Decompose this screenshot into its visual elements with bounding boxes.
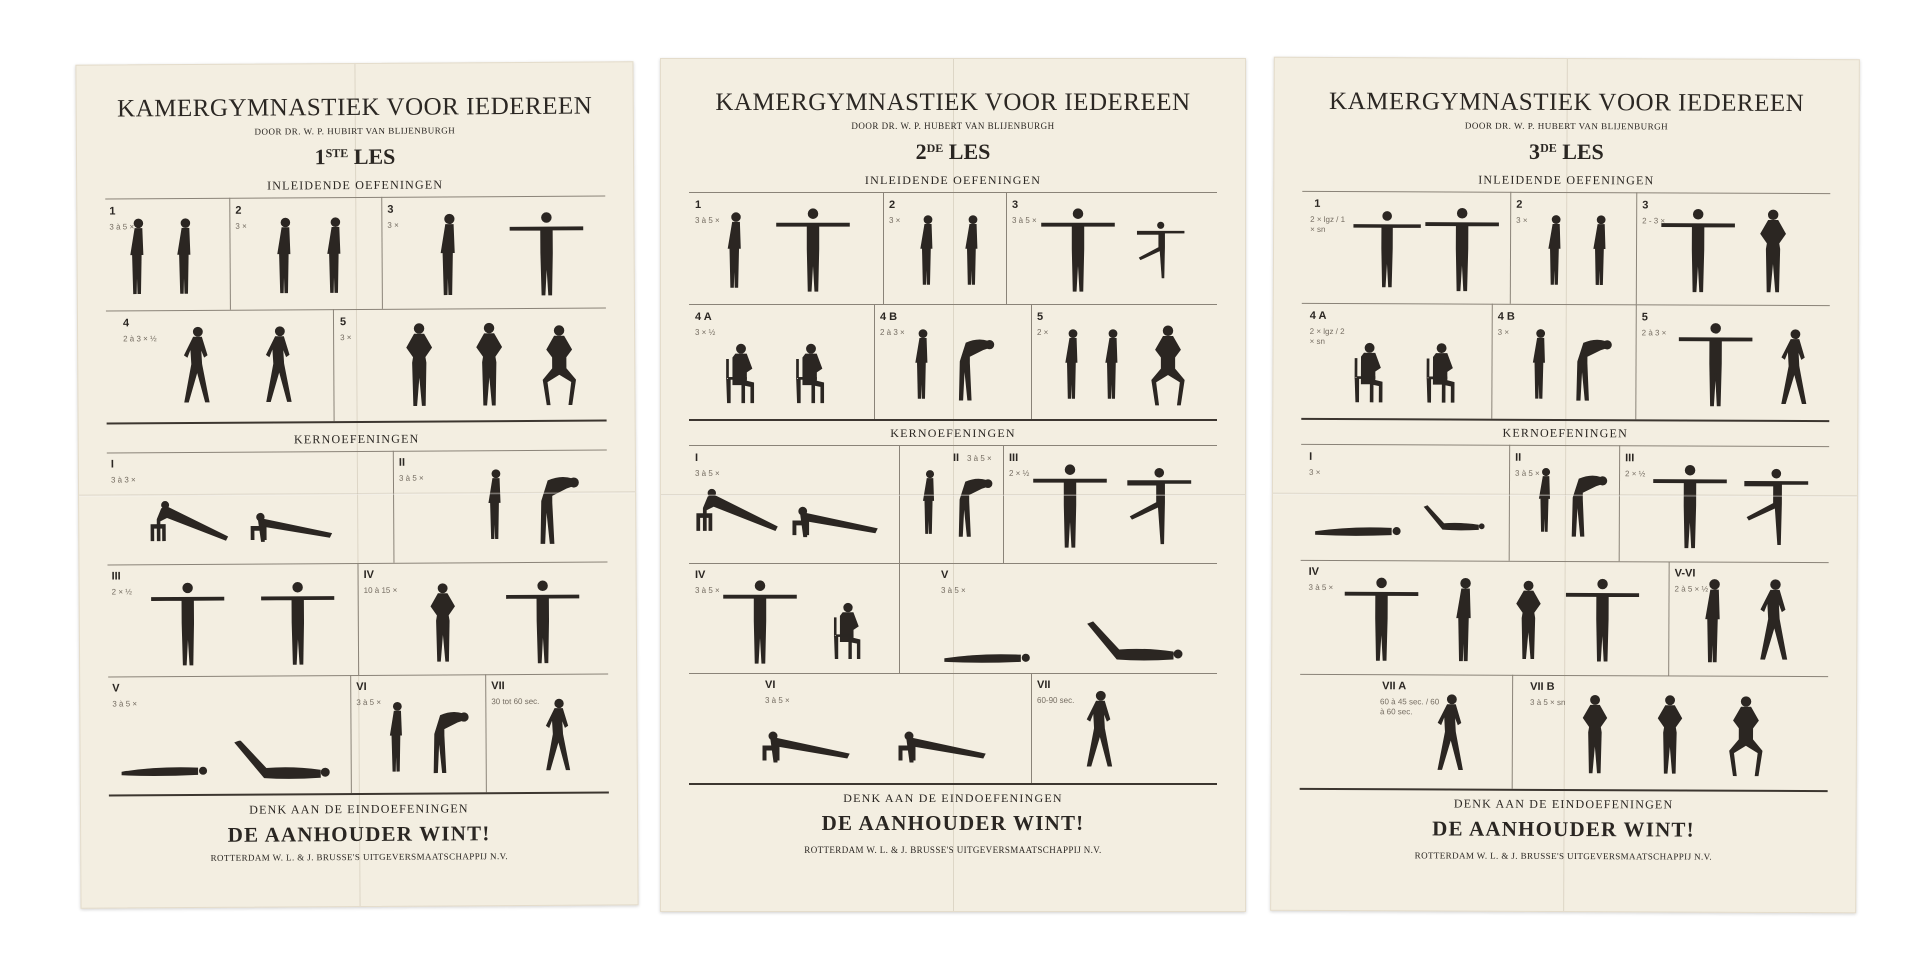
motto-text: DE AANHOUDER WINT! xyxy=(821,811,1085,835)
figure-balance-icon xyxy=(1743,464,1813,550)
exercise-note: 3 à 5 × xyxy=(695,586,720,595)
exercise-note: 2 × lgz / 2 × sn xyxy=(1309,326,1345,346)
figure-legs-raised-icon xyxy=(1423,498,1487,538)
divider xyxy=(106,307,606,311)
figure-lying-icon xyxy=(113,760,218,779)
divider xyxy=(689,419,1217,421)
figure-standing-icon xyxy=(1535,457,1557,543)
divider xyxy=(689,673,1217,674)
figure-legs-raised-icon xyxy=(1086,621,1186,663)
exercise-number: 4 B xyxy=(1497,310,1515,323)
figure-squatting-icon xyxy=(540,321,579,407)
figure-running-icon xyxy=(1432,690,1468,776)
exercise-note: 2 à 3 × ½ xyxy=(123,334,157,344)
divider xyxy=(108,673,608,677)
exercise-number: 2 xyxy=(889,199,896,211)
exercise-note: 30 tot 60 sec. xyxy=(491,696,540,707)
exercise-note: 3 × ½ xyxy=(695,328,716,337)
figure-standing-icon xyxy=(1101,321,1125,407)
figure-hands-on-hips-icon xyxy=(1577,691,1613,777)
divider xyxy=(1636,192,1637,304)
exercise-number: I xyxy=(1309,450,1313,463)
figure-bending-icon xyxy=(430,693,473,779)
exercise-number: VII A xyxy=(1382,680,1407,693)
exercise-note: 3 à 5 × sn xyxy=(1530,697,1566,708)
exercise-note: 3 × xyxy=(387,220,399,230)
exercise-note: 3 × xyxy=(1309,467,1321,477)
exercise-number: III xyxy=(111,570,121,583)
divider xyxy=(874,304,875,419)
divider xyxy=(485,674,487,792)
lesson-heading: 2DE LES xyxy=(915,139,991,164)
figure-squatting-icon xyxy=(1149,321,1187,407)
section-intro-heading: INLEIDENDE OEFENINGEN xyxy=(267,177,444,193)
figure-arms-out-icon xyxy=(1039,207,1117,293)
figure-running-icon xyxy=(540,693,575,779)
divider xyxy=(1300,674,1828,677)
divider xyxy=(1491,304,1493,419)
figure-arms-out-icon xyxy=(505,579,582,665)
exercise-number: 4 xyxy=(122,317,130,330)
figure-standing-icon xyxy=(916,207,940,293)
figure-bending-icon xyxy=(956,459,996,545)
exercise-note: 3 à 5 × xyxy=(356,697,382,708)
divider xyxy=(689,445,1217,446)
exercise-number: 5 xyxy=(1641,311,1648,324)
figure-hands-on-head-icon xyxy=(1754,208,1792,294)
exercise-note: 60-90 sec. xyxy=(1037,696,1075,705)
exercise-note: 3 × xyxy=(235,221,247,231)
figure-standing-icon xyxy=(435,211,464,297)
section-intro-heading: INLEIDENDE OEFENINGEN xyxy=(1478,172,1655,188)
poster-title: KAMERGYMNASTIEK VOOR IEDEREEN xyxy=(715,89,1191,116)
reminder-text: DENK AAN DE EINDOEFENINGEN xyxy=(1453,796,1674,812)
figure-arms-raised-icon xyxy=(1448,576,1482,662)
exercise-note: 3 × xyxy=(889,216,901,225)
exercise-note: 3 × xyxy=(340,333,352,343)
divider xyxy=(1301,560,1829,563)
divider xyxy=(393,451,395,563)
exercise-number: VI xyxy=(356,680,367,694)
exercise-number: III xyxy=(1625,452,1635,465)
poster-author: DOOR DR. W. P. HUBERT VAN BLIJENBURGH xyxy=(1464,120,1669,132)
exercise-number: IV xyxy=(363,568,374,581)
exercise-note: 3 à 5 × xyxy=(941,586,966,595)
figure-chair-pushup-icon xyxy=(761,724,851,764)
figure-standing-icon xyxy=(172,213,199,299)
figure-balance-icon xyxy=(1126,463,1196,549)
exercise-note: 3 à 5 × xyxy=(112,699,138,709)
exercise-number: IV xyxy=(695,569,706,581)
lesson-heading: 3DE LES xyxy=(1529,138,1604,165)
figure-hands-on-hips-icon xyxy=(1652,691,1688,777)
divider xyxy=(357,563,359,675)
exercise-note: 3 à 5 × xyxy=(1515,468,1540,478)
figure-arms-out-icon xyxy=(1675,321,1755,407)
divider xyxy=(1512,675,1513,789)
figure-arms-out-icon xyxy=(1342,576,1420,662)
exercise-note: 2 × ½ xyxy=(111,587,132,597)
figure-pushup-icon xyxy=(149,495,229,545)
figure-arms-out-icon xyxy=(1031,463,1109,549)
exercise-number: 4 A xyxy=(1309,309,1327,322)
section-intro-heading: INLEIDENDE OEFENINGEN xyxy=(864,173,1042,187)
reminder-text: DENK AAN DE EINDOEFENINGEN xyxy=(249,801,469,817)
exercise-number: VII xyxy=(491,680,505,693)
figure-bending-icon xyxy=(1573,321,1615,407)
poster-title: KAMERGYMNASTIEK VOOR IEDEREEN xyxy=(117,92,593,123)
figure-hands-on-hips-icon xyxy=(400,322,439,408)
figure-arms-out-icon xyxy=(260,580,337,666)
divider xyxy=(883,192,884,304)
figure-lying-icon xyxy=(933,647,1043,665)
divider xyxy=(1302,303,1830,306)
divider xyxy=(1300,788,1828,792)
exercise-note: 60 à 45 sec. / 60 à 60 sec. xyxy=(1379,697,1440,717)
figure-standing-icon xyxy=(385,694,410,780)
figure-running-icon xyxy=(1081,687,1117,773)
exercise-note: 3 à 5 × xyxy=(398,473,424,483)
exercise-number: 4 B xyxy=(880,311,898,323)
figure-arms-out-icon xyxy=(1651,463,1729,549)
figure-standing-icon xyxy=(484,461,509,547)
divider xyxy=(1509,445,1511,561)
figure-standing-icon xyxy=(1589,207,1613,293)
publisher-text: ROTTERDAM W. L. & J. BRUSSE'S UITGEVERSMAATSCHAPPIJ N.V. xyxy=(1414,850,1713,862)
divider xyxy=(381,197,383,309)
exercise-number: II xyxy=(1515,451,1522,464)
figure-plank-icon xyxy=(791,499,879,539)
exercise-number: II xyxy=(398,456,406,469)
divider xyxy=(1302,191,1830,194)
publisher-text: ROTTERDAM W. L. & J. BRUSSE'S UITGEVERSMAATSCHAPPIJ N.V. xyxy=(804,845,1102,855)
divider xyxy=(1510,192,1511,304)
figure-knee-raise-icon xyxy=(1773,328,1813,408)
figure-pushup-icon xyxy=(695,484,779,534)
poster-author: DOOR DR. W. P. HUBIRT VAN BLIJENBURGH xyxy=(254,125,456,137)
exercise-note: 2 à 3 × xyxy=(880,328,905,337)
exercise-number: III xyxy=(1009,452,1019,464)
divider xyxy=(107,419,607,424)
figure-seated-arms-out-icon xyxy=(721,579,799,665)
divider xyxy=(1668,561,1669,675)
poster-title: KAMERGYMNASTIEK VOOR IEDEREEN xyxy=(1329,87,1805,118)
figure-standing-icon xyxy=(919,459,941,545)
divider xyxy=(689,304,1217,305)
exercise-note: 2 × xyxy=(1037,328,1049,337)
poster-lesson-2 xyxy=(660,58,1246,912)
exercise-note: 3 × xyxy=(1497,327,1510,337)
exercise-number: I xyxy=(695,452,699,464)
exercise-note: 2 - 3 × xyxy=(1642,216,1666,226)
figure-seated-chair-icon xyxy=(831,579,865,665)
exercise-number: V xyxy=(112,682,120,695)
figure-seated-chair-icon xyxy=(793,321,829,407)
divider xyxy=(229,198,231,310)
divider xyxy=(899,445,900,563)
divider xyxy=(1301,444,1829,447)
publisher-text: ROTTERDAM W. L. & J. BRUSSE'S UITGEVERSMAATSCHAPPIJ N.V. xyxy=(210,851,509,863)
figure-arms-out-icon xyxy=(1659,207,1737,293)
figure-seated-chair-icon xyxy=(1351,320,1387,406)
divider xyxy=(689,783,1217,785)
divider xyxy=(1301,418,1829,422)
exercise-number: VII xyxy=(1037,679,1051,691)
exercise-note: 3 à 5 × xyxy=(695,469,720,478)
divider xyxy=(350,675,352,793)
exercise-number: I xyxy=(110,458,114,471)
exercise-number: IV xyxy=(1308,565,1320,578)
figure-arm-raised-icon xyxy=(1136,207,1188,293)
divider xyxy=(1003,445,1004,563)
figure-standing-icon xyxy=(272,212,299,298)
figure-arms-out-icon xyxy=(1352,206,1422,292)
figure-arms-out-icon xyxy=(150,581,227,667)
exercise-number: 1 xyxy=(109,205,116,218)
figure-standing-icon xyxy=(1061,321,1085,407)
exercise-note: 10 à 15 × xyxy=(363,585,398,595)
section-core-heading: KERNOEFENINGEN xyxy=(890,426,1016,440)
figure-standing-icon xyxy=(125,213,152,299)
exercise-note: 3 à 5 × xyxy=(109,222,135,232)
exercise-note: 2 × lgz / 1 × sn xyxy=(1310,214,1346,234)
figure-standing-icon xyxy=(723,207,749,293)
divider xyxy=(1031,304,1032,419)
section-core-heading: KERNOEFENINGEN xyxy=(293,431,420,447)
figure-hands-on-hips-icon xyxy=(470,321,509,407)
poster-lesson-3 xyxy=(1270,57,1860,914)
figure-hands-on-hips-icon xyxy=(425,579,462,665)
exercise-note: 3 × xyxy=(1516,215,1528,225)
exercise-note: 2 à 5 × ½ xyxy=(1674,584,1709,594)
reminder-text: DENK AAN DE EINDOEFENINGEN xyxy=(843,791,1063,805)
exercise-number: 4 A xyxy=(695,311,712,323)
exercise-number: V xyxy=(941,569,949,581)
divider xyxy=(689,563,1217,564)
figure-standing-icon xyxy=(1528,321,1552,407)
figure-lying-icon xyxy=(1309,520,1409,538)
exercise-note: 3 à 5 × xyxy=(967,454,992,463)
figure-standing-icon xyxy=(911,321,935,407)
exercise-note: 3 à 5 × xyxy=(1308,582,1334,592)
motto-text: DE AANHOUDER WINT! xyxy=(227,821,491,847)
figure-seated-chair-icon xyxy=(1423,320,1459,406)
figure-plank-icon xyxy=(249,504,333,545)
figure-chair-pushup-icon xyxy=(897,724,987,764)
divider xyxy=(1031,673,1032,783)
section-core-heading: KERNOEFENINGEN xyxy=(1502,425,1628,441)
figure-stepping-icon xyxy=(178,323,215,409)
figure-bending-icon xyxy=(956,321,998,407)
exercise-note: 3 à 5 × xyxy=(695,216,720,225)
divider xyxy=(899,563,900,673)
figure-hands-on-hips-icon xyxy=(1510,577,1546,663)
figure-standing-icon xyxy=(1544,207,1568,293)
exercise-number: II xyxy=(953,452,960,464)
exercise-note: 2 à 3 × xyxy=(1641,328,1667,338)
lesson-heading: 1STE LES xyxy=(314,143,396,170)
divider xyxy=(1006,192,1007,304)
exercise-number: 3 xyxy=(387,203,394,216)
exercise-number: 1 xyxy=(695,199,702,211)
poster-author: DOOR DR. W. P. HUBERT VAN BLIJENBURGH xyxy=(851,121,1055,131)
figure-arms-out-icon xyxy=(773,207,853,293)
exercise-number: 1 xyxy=(1314,197,1321,210)
divider xyxy=(1619,445,1621,561)
divider xyxy=(689,192,1217,193)
figure-bending-icon xyxy=(537,461,584,547)
divider xyxy=(333,309,335,421)
exercise-number: 3 xyxy=(1012,199,1019,211)
exercise-note: 3 à 5 × xyxy=(1012,216,1037,225)
figure-arms-out-icon xyxy=(1422,206,1502,292)
exercise-note: 2 × ½ xyxy=(1009,469,1030,478)
figure-legs-raised-icon xyxy=(231,740,336,781)
exercise-number: 2 xyxy=(1516,198,1523,211)
exercise-number: VI xyxy=(765,679,776,691)
exercise-number: VII B xyxy=(1530,680,1555,693)
exercise-note: 2 × ½ xyxy=(1625,469,1646,479)
exercise-number: 5 xyxy=(339,316,347,329)
figure-arms-out-icon xyxy=(1564,577,1640,663)
divider xyxy=(105,195,605,199)
figure-standing-icon xyxy=(322,212,349,298)
figure-side-bend-icon xyxy=(1752,578,1794,664)
exercise-number: 3 xyxy=(1642,199,1649,212)
poster-lesson-1 xyxy=(75,61,638,908)
exercise-number: 5 xyxy=(1037,311,1044,323)
figure-squatting-icon xyxy=(1727,692,1765,778)
divider xyxy=(109,791,609,796)
figure-bending-icon xyxy=(1569,457,1611,543)
figure-arms-out-icon xyxy=(507,211,586,297)
figure-stepping-icon xyxy=(260,322,297,408)
exercise-note: 3 à 5 × xyxy=(765,696,790,705)
figure-seated-chair-icon xyxy=(723,321,759,407)
divider xyxy=(107,449,607,453)
motto-text: DE AANHOUDER WINT! xyxy=(1432,816,1695,842)
exercise-number: V-VI xyxy=(1674,567,1696,580)
divider xyxy=(1635,304,1637,419)
exercise-number: 2 xyxy=(235,204,242,217)
figure-standing-icon xyxy=(961,207,985,293)
exercise-note: 3 à 3 × xyxy=(110,475,136,485)
figure-side-bend-icon xyxy=(1697,578,1731,664)
